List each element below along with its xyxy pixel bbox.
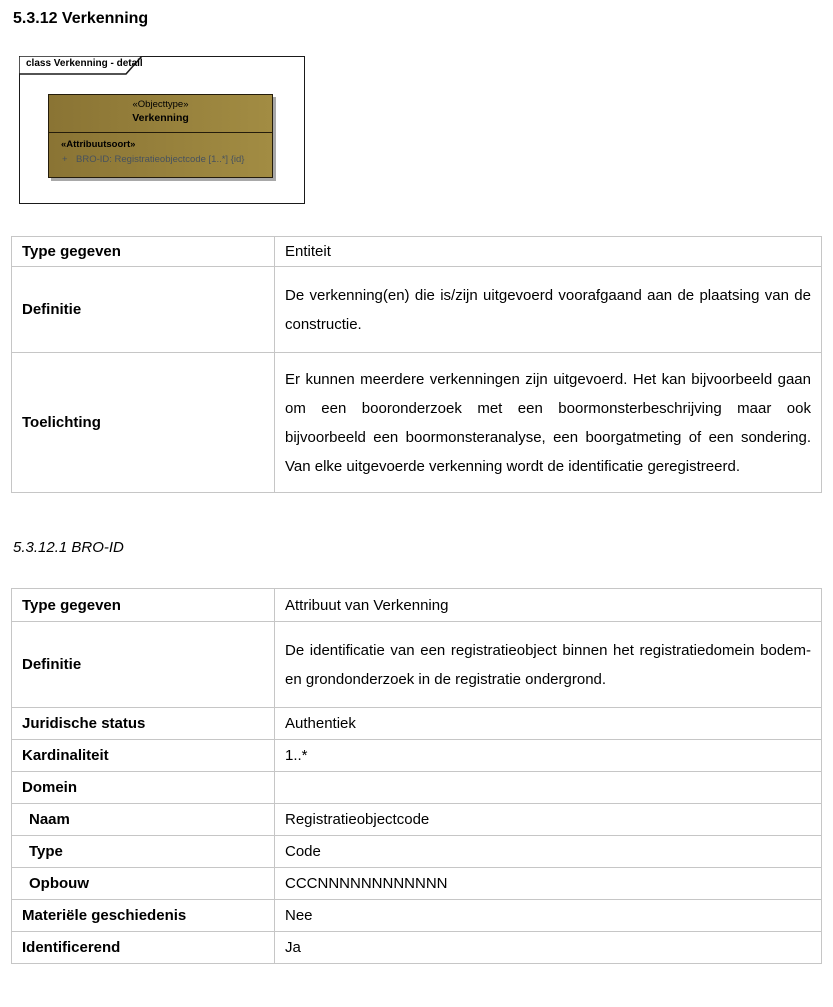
attribute-visibility: + (62, 154, 68, 165)
row-value: Er kunnen meerdere verkenningen zijn uitgevoerd. Het kan bijvoorbeeld gaan om een booronderzoek met een boormonsterbeschrijving maar ook bijvoorbeeld een boormonsteranalyse, een boorgatmeting of een sondering. Van elke uitgevoerde verkenning wordt de identificatie geregistreerd. (275, 353, 822, 493)
row-label: Type (12, 836, 275, 868)
table-row (12, 353, 822, 493)
row-label: Identificerend (12, 932, 275, 964)
frame-tab-label: class Verkenning - detail (26, 58, 143, 69)
table-row (12, 237, 822, 267)
class-name-compartment (49, 95, 272, 133)
attribute-text: BRO-ID: Registratieobjectcode [1..*] {id} (76, 154, 245, 165)
row-value: CCCNNNNNNNNNNNN (275, 868, 822, 900)
table-row (12, 868, 822, 900)
table-row (12, 772, 822, 804)
subsection-heading: 5.3.12.1 BRO-ID (13, 539, 124, 556)
table-row (12, 740, 822, 772)
table-row (12, 708, 822, 740)
attribute-line (61, 154, 272, 165)
row-value: Authentiek (275, 708, 822, 740)
row-label: Opbouw (12, 868, 275, 900)
class-attribute-compartment (49, 133, 272, 165)
row-value: Attribuut van Verkenning (275, 589, 822, 622)
table-row (12, 836, 822, 868)
row-label: Toelichting (12, 353, 275, 493)
row-label: Kardinaliteit (12, 740, 275, 772)
row-value: Nee (275, 900, 822, 932)
section-heading: 5.3.12 Verkenning (13, 10, 149, 27)
table-row (12, 804, 822, 836)
row-value: 1..* (275, 740, 822, 772)
uml-class-verkenning (48, 94, 273, 178)
row-value: Code (275, 836, 822, 868)
table-row (12, 267, 822, 353)
row-value: Registratieobjectcode (275, 804, 822, 836)
uml-frame (19, 56, 305, 204)
row-label: Definitie (12, 622, 275, 708)
class-name: Verkenning (132, 112, 189, 124)
row-label: Type gegeven (12, 237, 275, 267)
class-stereotype: «Objecttype» (132, 99, 189, 110)
row-value: Ja (275, 932, 822, 964)
table-row (12, 589, 822, 622)
row-value (275, 772, 822, 804)
entity-spec-table (11, 236, 822, 493)
row-label: Naam (12, 804, 275, 836)
row-label: Juridische status (12, 708, 275, 740)
table-row (12, 622, 822, 708)
row-label: Definitie (12, 267, 275, 353)
row-value: Entiteit (275, 237, 822, 267)
row-value: De identificatie van een registratieobject binnen het registratiedomein bodem- en grondonderzoek in de registratie ondergrond. (275, 622, 822, 708)
uml-frame-tab (19, 56, 143, 75)
table-row (12, 900, 822, 932)
table-row (12, 932, 822, 964)
attribute-spec-table (11, 588, 822, 964)
row-label: Materiële geschiedenis (12, 900, 275, 932)
row-label: Type gegeven (12, 589, 275, 622)
row-label: Domein (12, 772, 275, 804)
attribute-stereotype: «Attribuutsoort» (61, 139, 136, 150)
row-value: De verkenning(en) die is/zijn uitgevoerd voorafgaand aan de plaatsing van de constructie. (275, 267, 822, 353)
